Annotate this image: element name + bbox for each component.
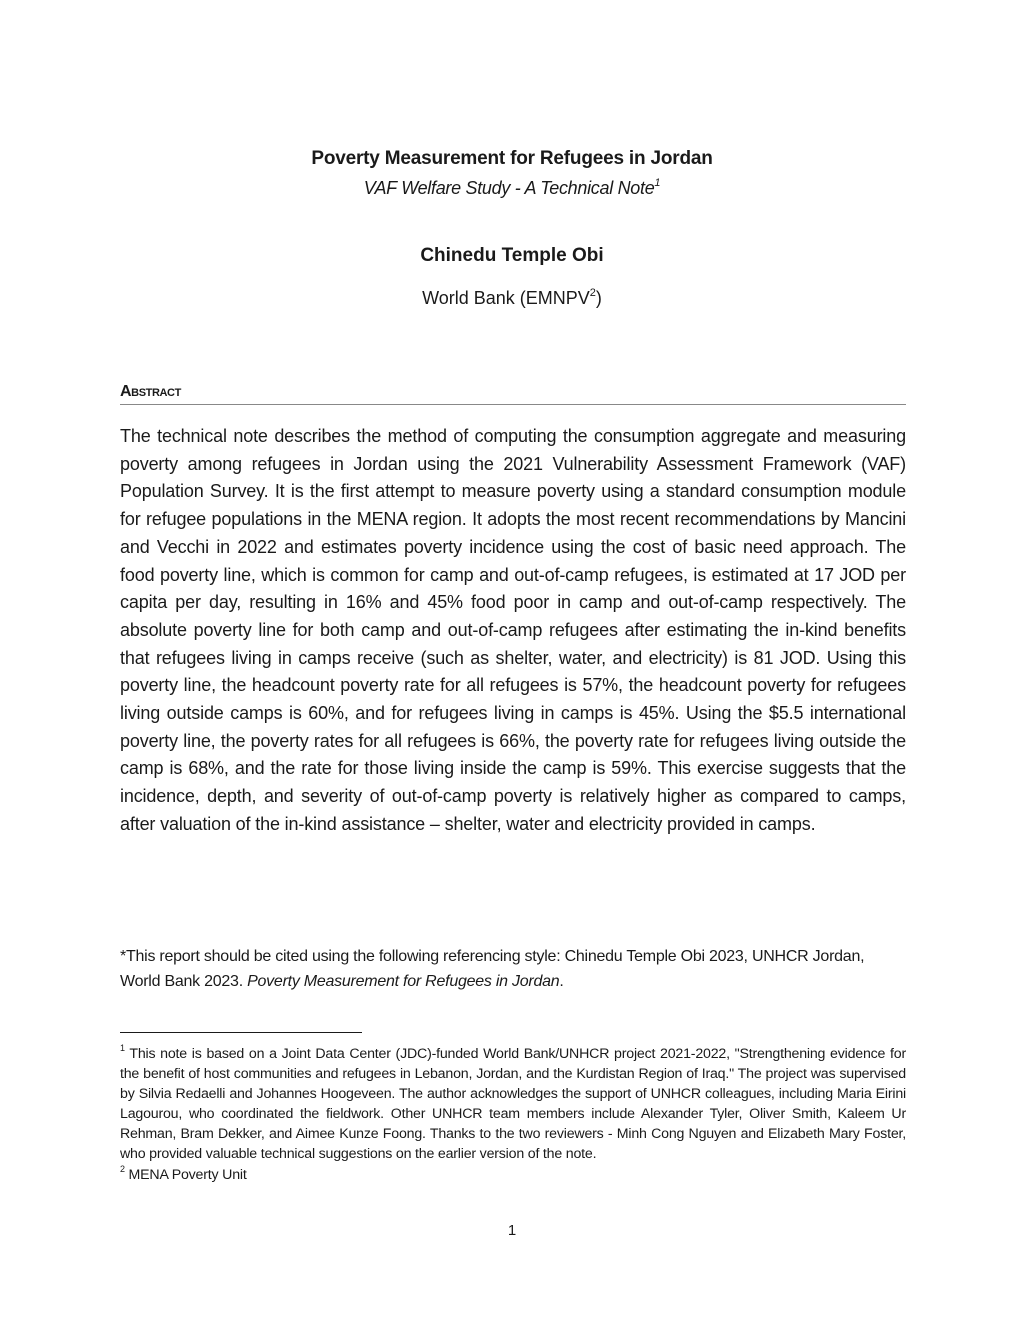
footnote-1-text: This note is based on a Joint Data Center (JDC)-funded World Bank/UNHCR project 2021-2022, "Strengthening evidence for the benefit of host communities and refugees in Lebanon, Jordan, and the Kurdistan Region of Iraq." The project was supervised by Silvia Redaelli and Johannes Hoogeveen. The author acknowledges the support of UNHCR colleagues, including Maria Eirini Lagourou, who coordinated the fieldwork. Other UNHCR team members include Alexander Tyler, Oliver Smith, Kaleem Ur Rehman, Bram Dekker, and Aimee Kunze Foong. Thanks to the two reviewers - Minh Cong Nguyen and Elizabeth Mary Foster, who provided valuable technical suggestions on the earlier version of the note. — [120, 1046, 906, 1163]
footnote-2-mark: 2 — [120, 1163, 125, 1174]
abstract-heading-text: Abstract — [120, 383, 181, 400]
footnote-reference-1[interactable]: 1 — [654, 177, 661, 189]
page-number — [0, 1222, 1024, 1239]
footnote-1-mark: 1 — [120, 1043, 125, 1054]
citation-text: *This report should be cited using the following referencing style: Chinedu Temple Obi 2023, UNHCR Jordan, World Bank 2023. — [120, 948, 865, 990]
affiliation-text: World Bank (EMNPV — [422, 288, 590, 308]
document-subtitle-text: VAF Welfare Study - A Technical Note — [363, 178, 655, 198]
page-number-text: 1 — [507, 1222, 517, 1239]
footnote-divider — [120, 1032, 362, 1033]
author-name-text: Chinedu Temple Obi — [420, 245, 604, 266]
citation-title: Poverty Measurement for Refugees in Jordan — [247, 973, 560, 990]
affiliation-close: ) — [595, 288, 602, 308]
document-subtitle — [0, 178, 1024, 199]
author-affiliation — [0, 288, 1024, 309]
document-title-text: Poverty Measurement for Refugees in Jordan — [311, 148, 713, 169]
abstract-heading — [120, 383, 906, 405]
footnotes-section — [120, 1044, 906, 1185]
author-name — [0, 245, 1024, 267]
footnote-reference-2[interactable]: 2 — [589, 287, 596, 299]
document-title — [0, 148, 1024, 170]
abstract-body: The technical note describes the method of computing the consumption aggregate and measuring poverty among refugees in Jordan using the 2021 Vulnerability Assessment Framework (VAF) Population Survey. It is the first attempt to measure poverty using a standard consumption module for refugee populations in the MENA region. It adopts the most recent recommendations by Mancini and Vecchi in 2022 and estimates poverty incidence using the cost of basic need approach. The food poverty line, which is common for camp and out-of-camp refugees, is estimated at 17 JOD per capita per day, resulting in 16% and 45% food poor in camp and out-of-camp respectively. The absolute poverty line for both camp and out-of-camp refugees after estimating the in-kind benefits that refugees living in camps receive (such as shelter, water, and electricity) is 81 JOD. Using this poverty line, the headcount poverty rate for all refugees is 57%, the headcount poverty for refugees living outside camps is 60%, and for refugees living in camps is 45%. Using the $5.5 international poverty line, the poverty rates for all refugees is 66%, the poverty rate for refugees living outside the camp is 68%, and the rate for those living inside the camp is 59%. This exercise suggests that the incidence, depth, and severity of out-of-camp poverty is relatively higher as compared to camps, after valuation of the in-kind assistance – shelter, water and electricity provided in camps. — [120, 426, 906, 834]
footnote-2 — [120, 1165, 906, 1185]
citation-note — [120, 944, 906, 994]
footnote-1 — [120, 1044, 906, 1165]
footnote-2-text: MENA Poverty Unit — [124, 1166, 247, 1183]
citation-end: . — [559, 973, 564, 990]
